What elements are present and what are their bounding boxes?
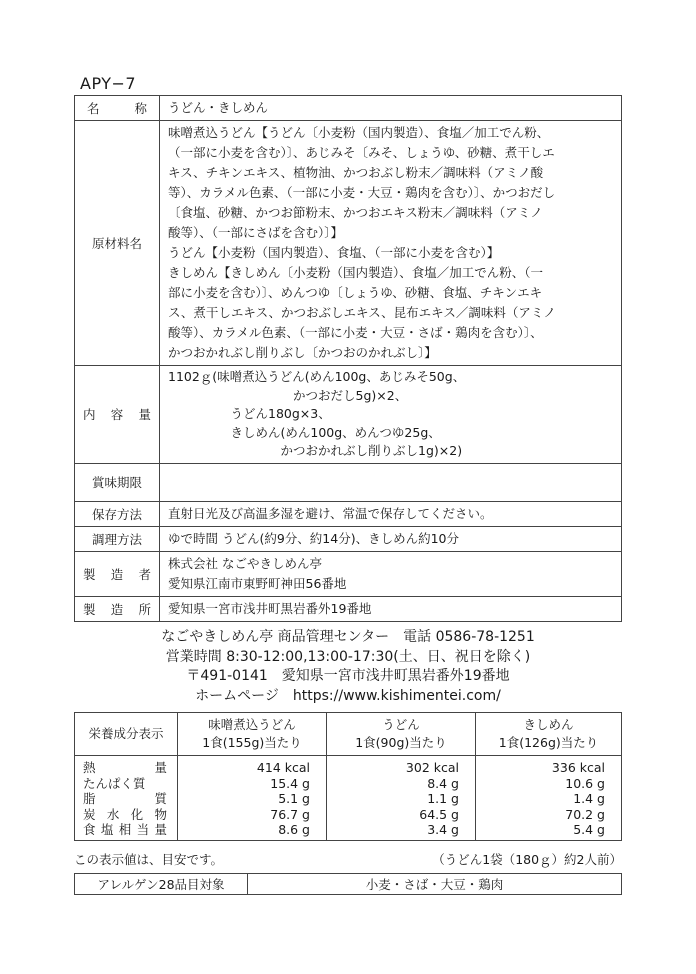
cooking-label: 調理方法	[75, 526, 160, 551]
product-label-table	[74, 95, 622, 622]
nutrition-values-kishimen	[476, 756, 622, 841]
expiry-label: 賞味期限	[75, 463, 160, 501]
nutrition-value: 1.4 g	[573, 791, 605, 806]
nutrition-value: 8.6 g	[278, 822, 310, 837]
homepage: ホームページ https://www.kishimentei.com/	[195, 687, 501, 704]
note-left: この表示値は、目安です。	[74, 852, 224, 867]
nutrition-header-row	[75, 713, 622, 756]
nutrition-value: 10.6 g	[565, 775, 605, 791]
allergen-row	[75, 874, 622, 895]
business-hours: 営業時間 8:30-12:00,13:00-17:30(土、日、祝日を除く)	[165, 648, 531, 665]
salt-label: 食 塩 相 当 量	[83, 822, 167, 837]
cooking-value: ゆで時間 うどん(約9分、約14分)、きしめん約10分	[160, 526, 622, 551]
plant-row	[75, 596, 622, 621]
nutrition-value: 1.1 g	[427, 791, 459, 806]
nutrition-value: 64.5 g	[419, 806, 459, 822]
nutrition-value: 414 kcal	[256, 760, 310, 775]
company-info	[74, 628, 622, 706]
nutrition-row-labels	[75, 756, 178, 841]
name-value: うどん・きしめん	[160, 96, 622, 121]
maker-label: 製 造 者	[75, 551, 160, 596]
company-contact: なごやきしめん亭 商品管理センター 電話 0586-78-1251	[161, 629, 535, 645]
nutrition-value: 70.2 g	[565, 806, 605, 822]
content-value: 1102ｇ(味噌煮込うどん(めん100g、あじみそ50g、 かつおだし5g)×2、 うどん180g×3、 きしめん(めん100g、めんつゆ25g、 かつおかれぶし削りぶし1g)×2)	[160, 366, 622, 464]
allergen-value: 小麦・さば・大豆・鶏肉	[248, 874, 622, 895]
name-label: 名 称	[75, 96, 160, 121]
energy-label: 熱 量	[83, 760, 167, 775]
nutrition-body-row	[75, 756, 622, 841]
protein-label: たんぱく質	[83, 775, 146, 791]
allergen-label: アレルゲン28品目対象	[75, 874, 248, 895]
ingredients-label: 原材料名	[75, 121, 160, 366]
storage-row	[75, 501, 622, 526]
expiry-value	[160, 463, 622, 501]
plant-value: 愛知県一宮市浅井町黒岩番外19番地	[160, 596, 622, 621]
carbohydrate-label: 炭 水 化 物	[83, 806, 167, 822]
nutrition-value: 302 kcal	[405, 760, 459, 775]
nutrition-col-kishimen: きしめん 1食(126g)当たり	[476, 713, 622, 756]
nutrition-col-miso: 味噌煮込うどん 1食(155g)当たり	[178, 713, 327, 756]
plant-label: 製 造 所	[75, 596, 160, 621]
nutrition-value: 3.4 g	[427, 822, 459, 837]
ingredients-value: 味噌煮込うどん【うどん〔小麦粉（国内製造）、食塩／加工でん粉、 （一部に小麦を含む）〕、あじみそ〔みそ、しょうゆ、砂糖、煮干しエ キス、チキンエキス、植物油、かつおぶし粉末／調味料（アミノ酸 等）、カラメル色素、（一部に小麦・大豆・鶏肉を含む）〕、かつおだし 〔食塩、砂糖、かつお節粉末、かつおエキス粉末／調味料（アミノ 酸等）、（一部にさばを含む）〕】 うどん【小麦粉（国内製造）、食塩、（一部に小麦を含む）】 きしめん【きしめん〔小麦粉（国内製造）、食塩／加工でん粉、（一 部に小麦を含む）〕、めんつゆ〔しょうゆ、砂糖、食塩、チキンエキ ス、煮干しエキス、かつおぶしエキス、昆布エキス／調味料（アミノ 酸等）、カラメル色素、（一部に小麦・大豆・さば・鶏肉を含む）〕、 かつおかれぶし削りぶし〔かつおのかれぶし〕】	[160, 121, 622, 366]
company-address: 〒491-0141 愛知県一宮市浅井町黒岩番外19番地	[186, 668, 510, 684]
nutrition-value: 8.4 g	[427, 775, 459, 791]
fat-label: 脂 質	[83, 791, 167, 806]
name-row	[75, 96, 622, 121]
maker-value: 株式会社 なごやきしめん亭 愛知県江南市東野町神田56番地	[160, 551, 622, 596]
ingredients-row	[75, 121, 622, 366]
nutrition-table	[74, 712, 622, 841]
nutrition-values-miso	[178, 756, 327, 841]
serving-note	[74, 850, 622, 868]
maker-row	[75, 551, 622, 596]
storage-label: 保存方法	[75, 501, 160, 526]
nutrition-header-label: 栄養成分表示	[75, 713, 178, 756]
note-right: （うどん1袋（180ｇ）約2人前）	[432, 852, 622, 867]
content-label: 内 容 量	[75, 366, 160, 464]
expiry-row	[75, 463, 622, 501]
nutrition-value: 336 kcal	[551, 760, 605, 775]
storage-value: 直射日光及び高温多湿を避け、常温で保存してください。	[160, 501, 622, 526]
content-row	[75, 366, 622, 464]
allergen-table	[74, 873, 622, 895]
nutrition-col-udon: うどん 1食(90g)当たり	[327, 713, 476, 756]
cooking-row	[75, 526, 622, 551]
nutrition-value: 5.1 g	[278, 791, 310, 806]
nutrition-value: 15.4 g	[270, 775, 310, 791]
nutrition-value: 76.7 g	[270, 806, 310, 822]
nutrition-values-udon	[327, 756, 476, 841]
product-code: APY−7	[80, 74, 137, 93]
nutrition-value: 5.4 g	[573, 822, 605, 837]
